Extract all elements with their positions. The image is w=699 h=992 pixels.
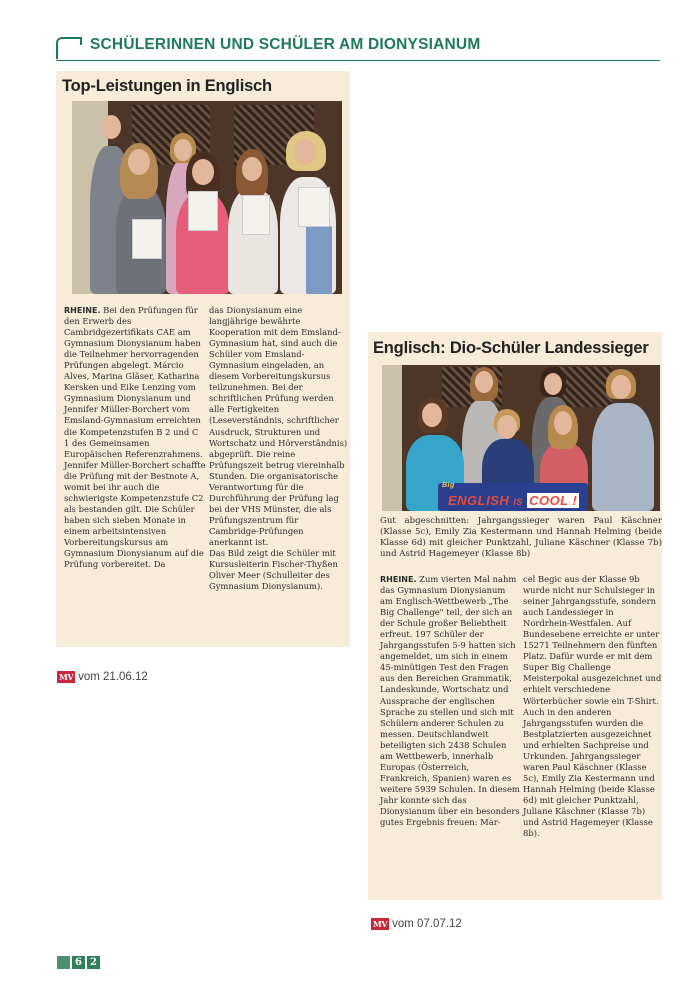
banner-word: IS [513,497,523,507]
page-number-marker [57,956,70,969]
photo-head [554,411,572,435]
photo-wall [382,365,402,511]
article-clipping-landessieger [368,332,662,900]
mv-logo-icon: MV [373,919,388,929]
photo-head [544,373,562,395]
photo-certificate [132,219,162,259]
banner-word: COOL ! [529,493,578,508]
article-photo [72,101,342,294]
article-source [57,671,148,683]
photo-head [242,157,262,181]
article-column-2 [209,305,349,592]
source-date: vom 21.06.12 [78,671,148,683]
article-photo-credit-text: Das Bild zeigt die Schüler mit Kursusleiterin Fischer-Thyßen Oliver Meer (Schulleiter des Gymnasium Dionysianum). [209,548,338,592]
photo-head [101,115,121,139]
dateline: RHEINE. [64,306,101,315]
page-number [57,956,100,969]
article-headline: Top-Leistungen in Englisch [62,77,272,95]
header-rule [56,60,660,61]
photo-banner-text [448,493,579,508]
dateline: RHEINE. [380,575,417,584]
photo-head [611,375,631,399]
page-title: SCHÜLERINNEN UND SCHÜLER AM DIONYSIANUM [90,36,481,53]
photo-head [497,415,517,439]
photo-certificate [242,195,270,235]
article-column-2 [523,574,663,839]
photo-banner-small-text: Big [442,482,455,489]
article-body-text: cel Begic aus der Klasse 9b wurde nicht nur Schulsieger in seiner Jahrgangsstufe, sondern auch Landessieger in Nordrhein-Westfalen. Auf Bundesebene erreichte er unter 15271 Teilnehmern den fünften Platz. Dafür wurde er mit dem Super Big Challenge Meisterpokal ausgezeichnet und erhielt verschiedene Wörterbücher sowie ein T-Shirt. Auch in den anderen Jahrgangsstufen wurden die Bestplatzierten ausgezeichnet und erhielten Sachpreise und Urkunden. Jahrgangssieger waren Paul Käschner (Klasse 5c), Emily Zia Kestermann und Hannah Helming (beide Klasse 6d) mit gleicher Punktzahl, Juliane Käschner (Klasse 7b) und Astrid Hagemeyer (Klasse 8b). [523,574,662,839]
article-column-1 [380,574,520,828]
article-source [371,918,462,930]
photo-head [192,159,214,185]
article-clipping-top-leistungen [56,71,350,647]
photo-head [294,139,316,165]
photo-person [592,403,654,511]
photo-head [422,403,442,427]
article-headline: Englisch: Dio-Schüler Landessieger [373,339,649,357]
page-number-digit: 2 [87,956,100,969]
page-number-digit: 6 [72,956,85,969]
source-date: vom 07.07.12 [392,918,462,930]
photo-head [174,139,192,161]
photo-head [475,371,493,393]
photo-jeans [306,226,332,294]
article-body-text: das Dionysianum eine langjährige bewährte Kooperation mit dem Emsland-Gymnasium hat, sind auch die Schüler vom Emsland-Gymnasium eingeladen, an diesem Vorbereitungskursus teilzunehmen. Bei der schriftlichen Prüfung werden alle Fertigkeiten (Leseverständnis, schriftlicher Ausdruck, Strukturen und Wortschatz und Hörverständnis) abgeprüft. Die reine Prüfungszeit betrug viereinhalb Stunden. Die organisatorische Verantwortung für die Durchführung der Prüfung lag bei der VHS Münster, die als Prüfungszentrum für Cambridge-Prüfungen anerkannt ist. [209,305,348,547]
page-header [56,34,660,60]
photo-certificate [298,187,330,227]
article-body-text: Bei den Prüfungen für den Erwerb des Cambridgezertifikats CAE am Gymnasium Dionysianum haben die Teilnehmer hervorragenden Prüfungen abgelegt. Márcio Alves, Marina Gläser, Katharina Kersken und Eike Lenzing vom Gymnasium Dionysianum und Jennifer Müller-Borchert vom Emsland-Gymnasium erreichten die Kompetenzstufen B 2 und C 1 des Gemeinsamen Europäischen Referenzrahmens. Jennifer Müller-Borchert schaffte die Prüfung mit der Bestnote A, womit bei ihr auch die schwierigste Kompetenzstufe C2 als bestanden gilt. Die Schüler haben sich sieben Monate in einem arbeitsintensiven Vorbereitungskursus am Gymnasium Dionysianum auf die Prüfung vorbereitet. Da [64,305,206,570]
photo-head [128,149,150,175]
mv-logo-icon: MV [59,672,74,682]
article-body-text: Zum vierten Mal nahm das Gymnasium Dionysianum am Englisch-Wettbewerb „The Big Challenge" teil, der sich an der Schule großer Beliebtheit erfreut. 197 Schüler der Jahrgangsstufen 5-9 hatten sich angemeldet, um sich in einem 45-minütigen Test den Fragen aus den Bereichen Grammatik, Landeskunde, Wortschatz und Aussprache der englischen Sprache zu stellen und sich mit Schülern anderer Schulen zu messen. Deutschlandweit beteiligten sich 2438 Schulen am Wettbewerb, innerhalb Europas (Österreich, Frankreich, Spanien) waren es weitere 5939 Schulen. In diesem Jahr konnte sich das Dionysianum über ein besonders gutes Ergebnis freuen: Mar- [380,574,520,828]
photo-caption: Gut abgeschnitten: Jahrgangssieger waren Paul Käschner (Klasse 5c), Emily Zia Kestermann und Hannah Helming (beide Klasse 6d) mit gleicher Punktzahl, Juliane Käschner (Klasse 7b) und Astrid Hagemeyer (Klasse 8b) [380,516,662,559]
photo-certificate [188,191,218,231]
banner-word: ENGLISH [448,493,510,508]
header-tab-ornament [56,37,80,59]
article-photo [382,365,660,511]
article-column-1 [64,305,206,570]
